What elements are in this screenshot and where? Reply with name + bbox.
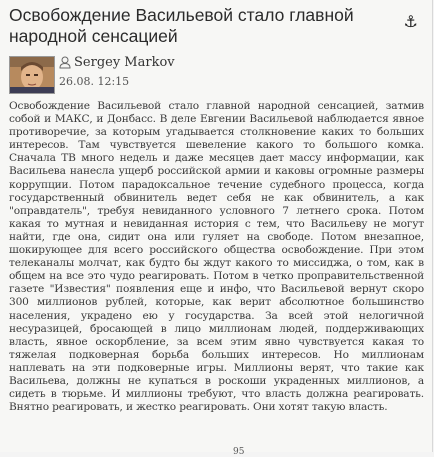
author-name[interactable]: Sergey Markov xyxy=(74,55,175,70)
anchor-icon[interactable]: ⚓ xyxy=(403,12,418,31)
footer-fragment: 95 xyxy=(233,447,245,457)
post-body: Освобождение Васильевой стало главной народной сенсацией, затмив собой и МАКС, и Донбасс. В деле Евгении Васильевой наблюдается явное противоречие, за которым угадывается столкновение каких то больших интересов. Там чувствуется шевеление какого то большого комка. Сначала ТВ много недель и даже месяцев дает массу информации, как Васильева нанесла ущерб российской армии и каковы огромные размеры коррупции. Потом парадоксальное течение судебного процесса, когда государственный обвинитель ведет себя не как обвинитель, а как "оправдатель", требуя невиданного условного 7 летнего срока. Потом какая то мутная и невиданная история с тем, что Васильеву не могут найти, где она, сидит она или гуляет на свободе. Потом внезапное, шокирующее для всего российского общества освобождение. При этом телеканалы молчат, как будто бы ждут какого то миссиджа, о том, как в общем на все это чудо реагировать. Потом в четко проправительственной газете "Известия" появления еще и инфо, что Васильевой вернут скоро 300 миллионов рублей, которые, как верит абсолютное большинство населения, украдено ею у государства. За всей этой нелогичной несуразицей, бросающей в лицо миллионам людей, поддерживающих власть, явное оскорбление, за всем этим явно чувствуется какая то тяжелая подковерная борьба больших интересов. Но миллионам наплевать на эти подковерные игры. Миллионы верят, что такие как Васильева, должны не купаться в роскоши украденных миллионов, а сидеть в тюрьме. И миллионы требуют, что власть должна реагировать. Внятно реагировать, и жестко реагировать. Они хотят такую власть. xyxy=(9,100,424,414)
avatar[interactable] xyxy=(9,56,55,94)
user-icon xyxy=(59,56,71,69)
post-title: Освобождение Васильевой стало главной народной сенсацией xyxy=(9,5,354,46)
post-date: 26.08. 12:15 xyxy=(59,75,130,88)
author-row xyxy=(59,55,175,70)
